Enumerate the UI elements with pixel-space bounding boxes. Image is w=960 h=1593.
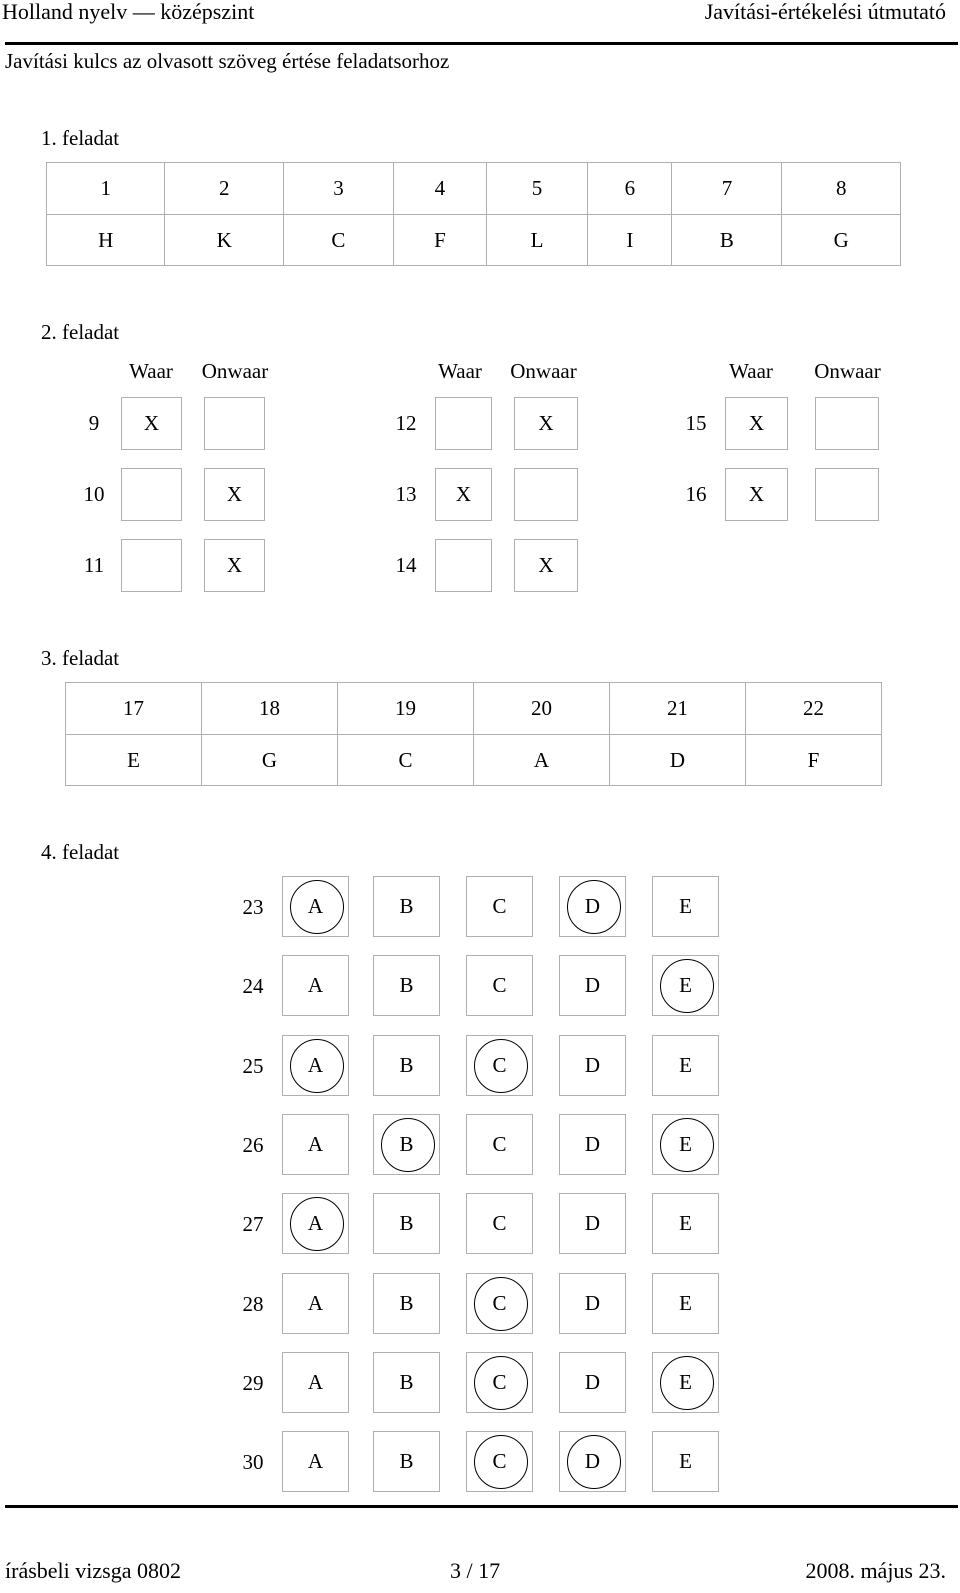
task4-option-box: B (373, 1193, 440, 1254)
task4-option-box: D (559, 1035, 626, 1096)
task1-answer: L (486, 215, 587, 266)
task4-option-box: B (373, 1273, 440, 1334)
task4-option-box: E (652, 1273, 719, 1334)
task4-option-box: E (652, 1193, 719, 1254)
waar-box (435, 539, 492, 592)
onwaar-header: Onwaar (510, 359, 577, 383)
task4-option-box: C (466, 876, 533, 937)
answer-circle (290, 1039, 344, 1093)
task4-option-box: E (652, 1114, 719, 1175)
task4-item-number: 27 (242, 1212, 264, 1236)
onwaar-box: X (204, 539, 265, 592)
task1-answer: B (672, 215, 782, 266)
task4-option-box: C (466, 1035, 533, 1096)
task1-number: 2 (165, 163, 283, 215)
task4-option-box: E (652, 1352, 719, 1413)
task1-answer: C (283, 215, 393, 266)
waar-header: Waar (438, 359, 482, 383)
waar-header: Waar (129, 359, 173, 383)
answer-circle (290, 1197, 344, 1251)
task4-option-box: D (559, 955, 626, 1016)
waar-box (435, 397, 492, 450)
task4-option-box: E (652, 1431, 719, 1492)
task4-option-box: E (652, 955, 719, 1016)
task4-option-box: A (282, 1035, 349, 1096)
answer-circle (660, 1118, 714, 1172)
onwaar-box: X (514, 397, 578, 450)
task4-option-box: B (373, 1035, 440, 1096)
task4-option-box: B (373, 1352, 440, 1413)
task1-number: 6 (588, 163, 672, 215)
task1-answer: I (588, 215, 672, 266)
answer-circle (474, 1356, 528, 1410)
task1-answer: K (165, 215, 283, 266)
footer-center: 3 / 17 (450, 1558, 501, 1583)
answer-circle (474, 1435, 528, 1489)
task3-table (65, 682, 882, 786)
task4-option-box: D (559, 1431, 626, 1492)
task3-number: 17 (66, 683, 202, 735)
task3-answer: F (746, 735, 882, 786)
onwaar-header: Onwaar (814, 359, 881, 383)
task4-option-box: D (559, 1352, 626, 1413)
task1-table (46, 162, 901, 266)
task4-option-box: A (282, 1431, 349, 1492)
task4-option-box: B (373, 1431, 440, 1492)
task4-option-box: E (652, 876, 719, 937)
task3-answer-row (66, 735, 882, 786)
task4-option-box: B (373, 1114, 440, 1175)
task4-item-number: 24 (242, 974, 264, 998)
task4-option-box: A (282, 955, 349, 1016)
task3-answer: C (338, 735, 474, 786)
task3-answer: A (474, 735, 610, 786)
onwaar-box (514, 468, 578, 521)
task3-title: 3. feladat (41, 646, 120, 670)
onwaar-box (204, 397, 265, 450)
task4-option-box: B (373, 955, 440, 1016)
footer-left: írásbeli vizsga 0802 (5, 1558, 181, 1583)
task4-option-box: A (282, 1193, 349, 1254)
task2-item-number: 15 (685, 411, 707, 435)
task4-item-number: 26 (242, 1133, 264, 1157)
task3-number: 22 (746, 683, 882, 735)
task3-answer: G (202, 735, 338, 786)
task1-number: 7 (672, 163, 782, 215)
task1-number: 3 (283, 163, 393, 215)
task1-answer: H (47, 215, 165, 266)
task3-number: 20 (474, 683, 610, 735)
footer-rule (5, 1505, 958, 1508)
answer-circle (290, 880, 344, 934)
waar-box: X (725, 397, 788, 450)
task3-number-row (66, 683, 882, 735)
task4-title: 4. feladat (41, 840, 120, 864)
task4-option-box: D (559, 1193, 626, 1254)
task1-answer-row (47, 215, 901, 266)
footer-right: 2008. május 23. (805, 1558, 946, 1583)
onwaar-box (815, 468, 879, 521)
answer-circle (474, 1277, 528, 1331)
task2-item-number: 16 (685, 482, 707, 506)
task4-item-number: 29 (242, 1371, 264, 1395)
task4-option-box: C (466, 1431, 533, 1492)
answer-circle (567, 1435, 621, 1489)
task4-option-box: D (559, 876, 626, 937)
task1-number: 8 (782, 163, 901, 215)
task2-item-number: 10 (83, 482, 105, 506)
task4-item-number: 30 (242, 1450, 264, 1474)
task1-number: 4 (393, 163, 486, 215)
onwaar-header: Onwaar (201, 359, 269, 383)
task4-option-box: D (559, 1114, 626, 1175)
subtitle: Javítási kulcs az olvasott szöveg értése feladatsorhoz (5, 49, 450, 73)
task2-item-number: 12 (395, 411, 417, 435)
task4-item-number: 28 (242, 1292, 264, 1316)
task1-answer: G (782, 215, 901, 266)
task4-option-box: C (466, 1352, 533, 1413)
answer-circle (474, 1039, 528, 1093)
waar-box (121, 468, 182, 521)
task3-answer: D (610, 735, 746, 786)
task4-option-box: C (466, 1114, 533, 1175)
task2-item-number: 9 (88, 411, 100, 435)
waar-box: X (121, 397, 182, 450)
header-left: Holland nyelv — középszint (2, 0, 255, 24)
waar-box: X (725, 468, 788, 521)
onwaar-box: X (204, 468, 265, 521)
task4-option-box: A (282, 876, 349, 937)
task4-option-box: D (559, 1273, 626, 1334)
task1-number: 5 (486, 163, 587, 215)
waar-box: X (435, 468, 492, 521)
task4-option-box: A (282, 1273, 349, 1334)
task2-title: 2. feladat (41, 320, 120, 344)
waar-box (121, 539, 182, 592)
task3-number: 18 (202, 683, 338, 735)
task4-option-box: C (466, 1273, 533, 1334)
task3-answer: E (66, 735, 202, 786)
task2-item-number: 14 (395, 553, 417, 577)
answer-circle (660, 1356, 714, 1410)
task3-number: 19 (338, 683, 474, 735)
answer-circle (660, 959, 714, 1013)
task1-number-row (47, 163, 901, 215)
answer-circle (381, 1118, 435, 1172)
task4-item-number: 25 (242, 1054, 264, 1078)
task4-option-box: A (282, 1352, 349, 1413)
header-right: Javítási-értékelési útmutató (704, 0, 946, 24)
answer-circle (567, 880, 621, 934)
task1-number: 1 (47, 163, 165, 215)
task1-title: 1. feladat (41, 126, 120, 150)
task4-option-box: C (466, 955, 533, 1016)
onwaar-box: X (514, 539, 578, 592)
task4-option-box: C (466, 1193, 533, 1254)
onwaar-box (815, 397, 879, 450)
task4-option-box: B (373, 876, 440, 937)
header-rule (5, 42, 958, 45)
task4-option-box: A (282, 1114, 349, 1175)
task1-answer: F (393, 215, 486, 266)
task2-item-number: 11 (83, 553, 105, 577)
task4-item-number: 23 (242, 895, 264, 919)
waar-header: Waar (729, 359, 773, 383)
task3-number: 21 (610, 683, 746, 735)
task2-item-number: 13 (395, 482, 417, 506)
task4-option-box: E (652, 1035, 719, 1096)
